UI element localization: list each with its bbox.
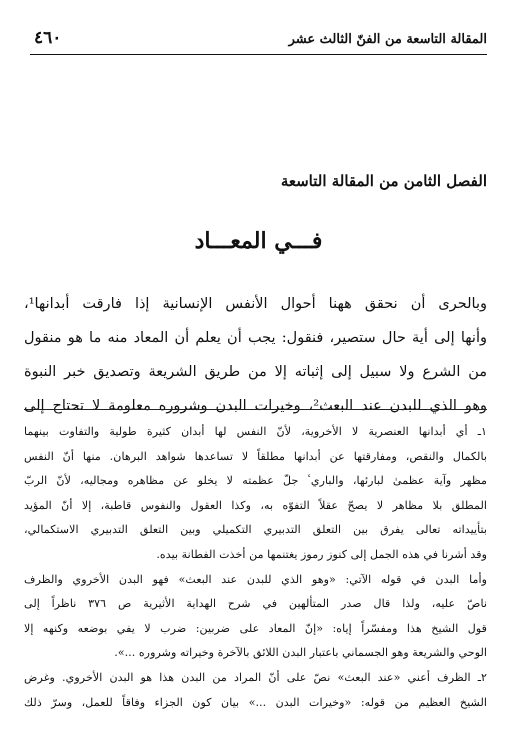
page-number: ٤٦٠ xyxy=(34,28,62,48)
body-line: وأنها إلى أية حال ستصير، فنقول: يجب أن يعلم أن المعاد منه ما هو منقول xyxy=(24,330,487,346)
footnote-line: وقد أشرنا في هذه الجمل إلى كنوز رموز يغتنمها من أخذت الفطانة بيده. xyxy=(156,547,487,561)
footnote-line: المطلق بلا مظاهر لا يصحّ عقلاً التفوّه به، وكذا العقول والنفوس قاطبة، إلا أنّ المؤيد xyxy=(24,498,487,512)
footnotes xyxy=(24,420,487,715)
footnote-line: الوحي والشريعة وهو الجسماني باعتبار البدن اللائق بالآخرة وخيراته وشروره ...». xyxy=(114,646,487,660)
footnote-line: وأما البدن في قوله الآتي: «وهو الذي للبدن عند البعث» فهو البدن الأخروي والظرف xyxy=(24,572,487,586)
body-line: من الشرع ولا سبيل إلى إثباته إلا من طريق الشريعة وتصديق خبر النبوة xyxy=(24,364,487,380)
running-title: المقالة التاسعة من الفنّ الثالث عشر xyxy=(288,32,487,47)
header-rule xyxy=(30,54,487,55)
footnote-line: قول الشيخ هذا ومفسّراً إياه: «إنّ المعاد على ضربين: ضرب لا يفي بوضعه وكنهه إلا xyxy=(24,621,487,635)
footnote-line: بالكمال والنقص، ومفارقتها عن أبدانها مطلقاً لا تساعدها شواهد البرهان. منها أنّ النفس xyxy=(24,449,487,463)
section-title: فـــي المعـــاد xyxy=(194,228,323,254)
footnote-rule xyxy=(24,409,487,410)
footnote-line: ناصّ عليه، ولذا قال صدر المتألهين في شرح الهداية الأثيرية ص ٣٧٦ ناظراً إلى xyxy=(24,597,487,611)
footnote-line: مظهر وآية عظمىٰ لبارئها، والباريٴ جلّ عظمته لا يخلو عن مظاهره ومجاليه، لأنّ الربّ xyxy=(24,474,487,488)
footnote-line: الشيخ العظيم من قوله: «وخيرات البدن ...» بيان كون الجزاء وفاقاً للعمل، وسرّ ذلك xyxy=(24,695,487,709)
footnote-line: بتأييداته تعالى يفرق بين التعلق التدبيري التكميلي وبين التعلق التدبيري الاستكمالي، xyxy=(24,523,487,537)
body-line: وهو الذي للبدن عند البعث²، وخيرات البدن وشروره معلومة لا تحتاج إلى xyxy=(24,398,487,414)
body-line: وبالحرى أن نحقق ههنا أحوال الأنفس الإنسانية إذا فارقت أبدانها¹، xyxy=(24,296,487,312)
chapter-heading: الفصل الثامن من المقالة التاسعة xyxy=(280,172,487,190)
body-text xyxy=(24,287,487,423)
footnote-line: ٢ـ الظرف أعني «عند البعث» نصّ على أنّ المراد من البدن هذا هو البدن الأخروي. وغرض xyxy=(24,670,487,684)
footnote-line: ١ـ أي أبدانها العنصرية لا الأخروية، لأنّ النفس لها أبدان كثيرة طولية والتفاوت بينهما xyxy=(24,425,487,438)
